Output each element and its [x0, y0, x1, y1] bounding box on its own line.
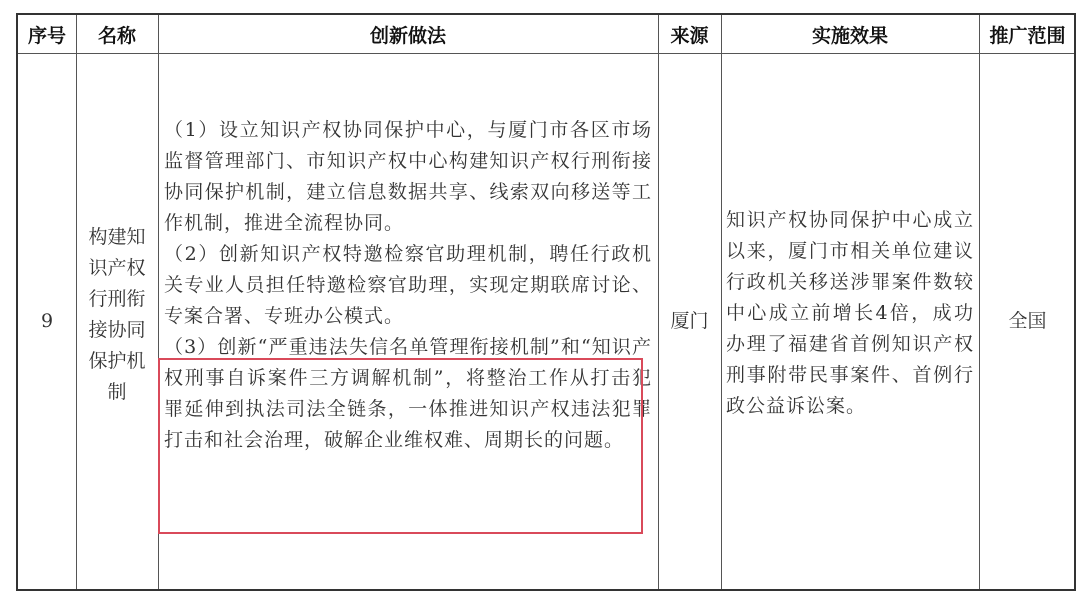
header-effect: 实施效果	[811, 24, 888, 47]
method-paragraph-3: （3）创新“严重违法失信名单管理衔接机制”和“知识产权刑事自诉案件三方调解机制”，将整治工作从打击犯罪延伸到执法司法全链条，一体推进知识产权违法犯罪打击和社会治理，破解企业维权难、周期长的问题。	[164, 336, 652, 451]
cell-effect	[726, 205, 974, 422]
name-line: 制	[107, 381, 127, 403]
header-index: 序号	[27, 24, 66, 47]
name-line: 保护机	[88, 350, 146, 372]
highlight-box	[158, 358, 643, 534]
effect-text: 知识产权协同保护中心成立以来，厦门市相关单位建议行政机关移送涉罪案件数较中心成立前增长4倍，成功办理了福建省首例知识产权刑事附带民事案件、首例行政公益诉讼案。	[726, 209, 974, 417]
name-line: 接协同	[88, 319, 146, 341]
header-scope: 推广范围	[989, 24, 1066, 47]
method-paragraph-2: （2）创新知识产权特邀检察官助理机制，聘任行政机关专业人员担任特邀检察官助理，实现定期联席讨论、专案合署、专班办公模式。	[164, 243, 652, 327]
cell-name	[76, 222, 158, 408]
method-paragraph-1: （1）设立知识产权协同保护中心，与厦门市各区市场监督管理部门、市知识产权中心构建知识产权行刑衔接协同保护机制，建立信息数据共享、线索双向移送等工作机制，推进全流程协同。	[164, 119, 652, 234]
header-name: 名称	[97, 24, 136, 47]
name-line: 构建知	[88, 226, 146, 248]
cell-index: 9	[40, 310, 54, 332]
header-source: 来源	[670, 24, 709, 47]
header-method: 创新做法	[369, 24, 446, 47]
cell-source: 厦门	[670, 310, 709, 332]
cell-scope: 全国	[1008, 310, 1047, 332]
header-divider	[18, 53, 1074, 54]
name-line: 识产权	[88, 257, 146, 279]
column-divider	[721, 15, 722, 589]
name-line: 行刑衔	[88, 288, 146, 310]
